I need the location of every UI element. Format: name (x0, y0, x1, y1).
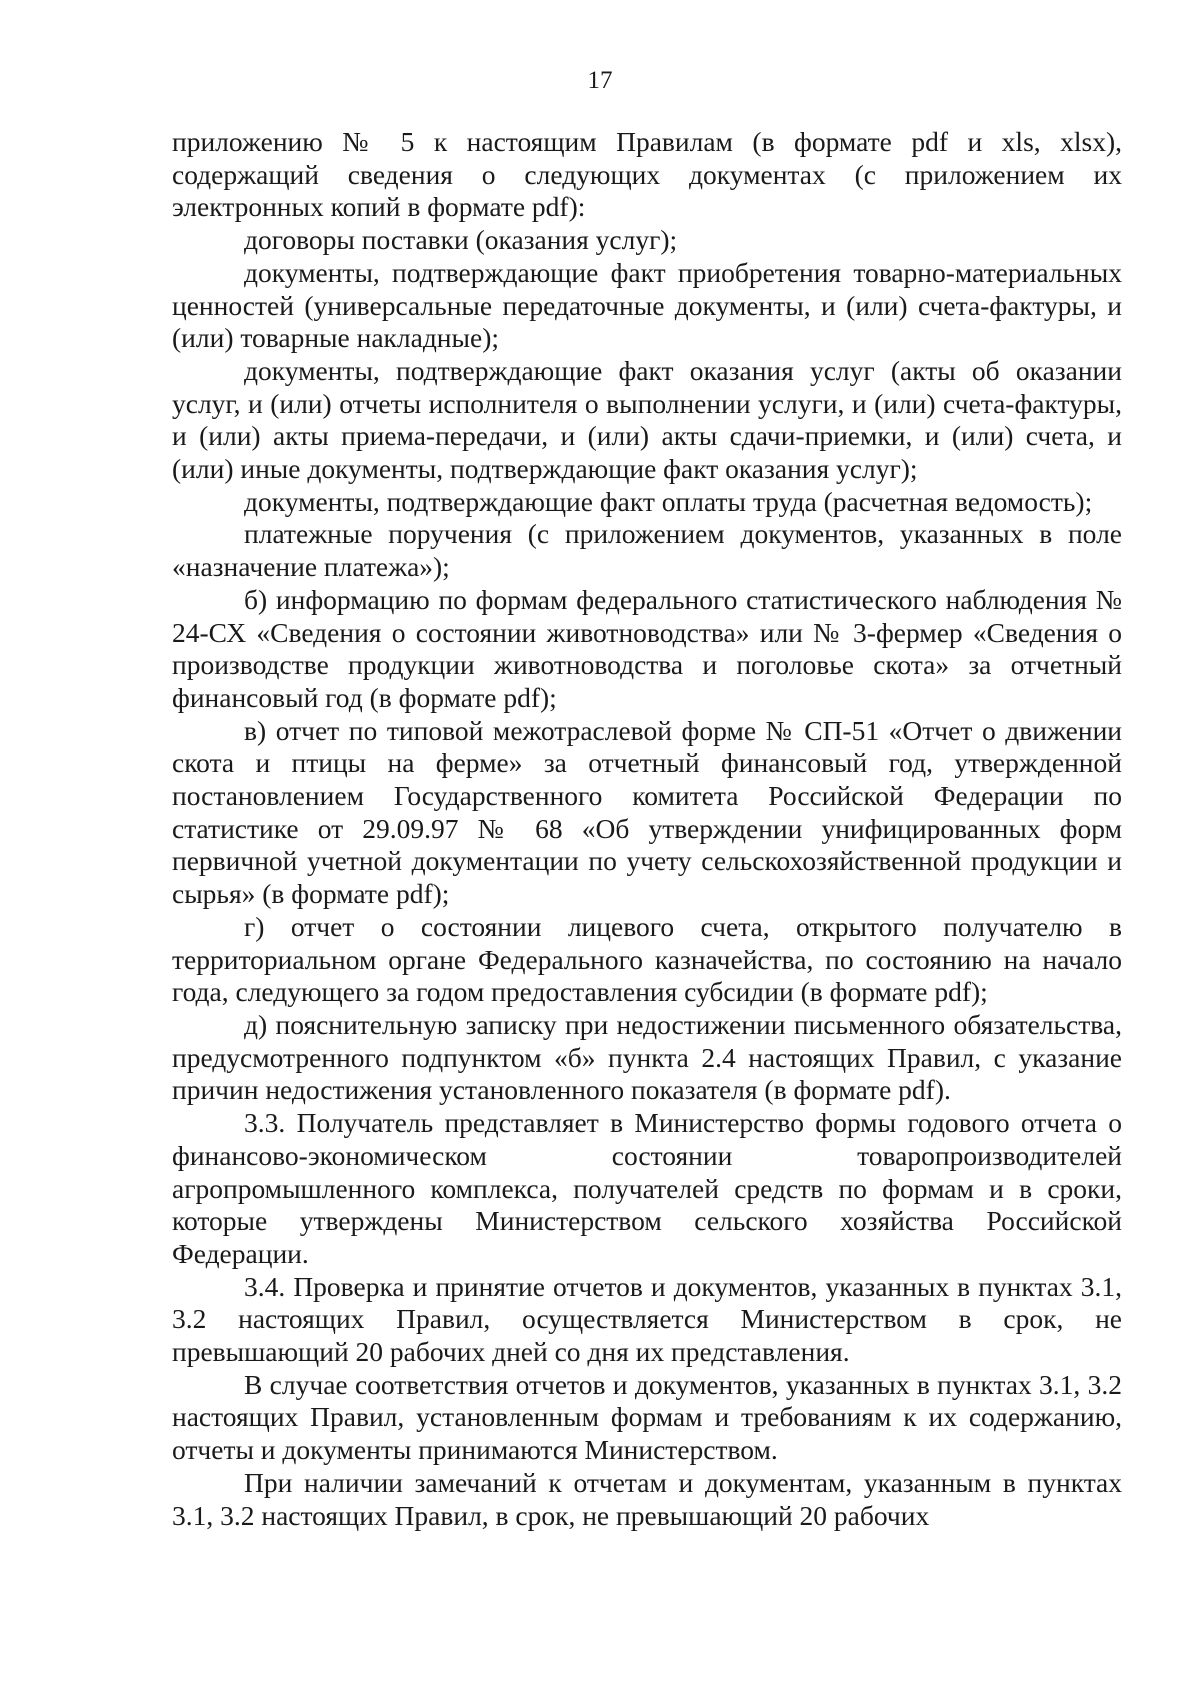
paragraph: в) отчет по типовой межотраслевой форме № СП-51 «Отчет о движении скота и птицы на ферме» за отчетный финансовый год, утвержденной постановлением Государственного комитета Российской Федерации по статистике от 29.09.97 № 68 «Об утверждении унифицированных форм первичной учетной документации по учету сельскохозяйственной продукции и сырья» (в формате pdf); (172, 714, 1122, 910)
paragraph: платежные поручения (с приложением документов, указанных в поле «назначение платежа»); (172, 518, 1122, 583)
paragraph: 3.3. Получатель представляет в Министерство формы годового отчета о финансово-экономическом состоянии товаропроизводителей агропромышленного комплекса, получателей средств по формам и в сроки, которые утверждены Министерством сельского хозяйства Российской Федерации. (172, 1107, 1122, 1269)
page-number: 17 (587, 67, 613, 94)
paragraph: документы, подтверждающие факт оплаты труда (расчетная ведомость); (244, 485, 1093, 517)
paragraph: приложению № 5 к настоящим Правилам (в формате pdf и xls, xlsx), содержащий сведения о следующих документах (с приложением их электронных копий в формате pdf): (172, 126, 1122, 223)
paragraph: В случае соответствия отчетов и документов, указанных в пунктах 3.1, 3.2 настоящих Правил, установленным формам и требованиям к их содержанию, отчеты и документы принимаются Министерством. (172, 1368, 1122, 1466)
paragraph: договоры поставки (оказания услуг); (244, 224, 678, 256)
paragraph: документы, подтверждающие факт оказания услуг (акты об оказании услуг, и (или) отчеты исполнителя о выполнении услуги, и (или) счета-фактуры, и (или) акты приема-передачи, и (или) акты сдачи-приемки, и (или) счета, и (или) иные документы, подтверждающие факт оказания услуг); (172, 354, 1122, 485)
paragraph: 3.4. Проверка и принятие отчетов и документов, указанных в пунктах 3.1, 3.2 настоящих Правил, осуществляется Министерством в срок, не превышающий 20 рабочих дней со дня их представления. (172, 1270, 1122, 1368)
paragraph: б) информацию по формам федерального статистического наблюдения № 24-СХ «Сведения о состоянии животноводства» или № 3-фермер «Сведения о производстве продукции животноводства и поголовье скота» за отчетный финансовый год (в формате pdf); (172, 583, 1122, 713)
document-body (172, 126, 1122, 1532)
paragraph: г) отчет о состоянии лицевого счета, открытого получателю в территориальном органе Федерального казначейства, по состоянию на начало года, следующего за годом предоставления субсидии (в формате pdf); (172, 910, 1122, 1008)
paragraph: При наличии замечаний к отчетам и документам, указанным в пунктах 3.1, 3.2 настоящих Правил, в срок, не превышающий 20 рабочих (172, 1466, 1122, 1531)
paragraph: документы, подтверждающие факт приобретения товарно-материальных ценностей (универсальные передаточные документы, и (или) счета-фактуры, и (или) товарные накладные); (172, 256, 1122, 354)
paragraph: д) пояснительную записку при недостижении письменного обязательства, предусмотренного подпунктом «б» пункта 2.4 настоящих Правил, с указание причин недостижения установленного показателя (в формате pdf). (172, 1008, 1122, 1106)
